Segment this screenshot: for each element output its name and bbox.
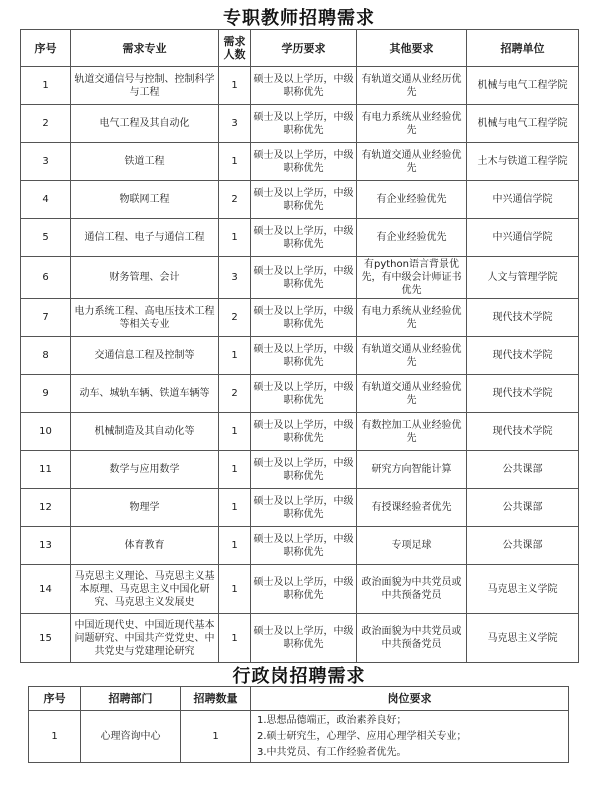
row-major: 轨道交通信号与控制、控制科学与工程 <box>71 67 219 105</box>
admin-section-title: 行政岗招聘需求 <box>232 666 366 687</box>
table-row <box>21 565 579 614</box>
row-education: 硕士及以上学历，中级职称优先 <box>251 489 357 527</box>
row-major: 体育教育 <box>71 527 219 565</box>
row-education: 硕士及以上学历，中级职称优先 <box>251 375 357 413</box>
row-education: 硕士及以上学历，中级职称优先 <box>251 143 357 181</box>
row-quantity: 1 <box>181 711 251 763</box>
row-count: 2 <box>219 181 251 219</box>
row-education: 硕士及以上学历，中级职称优先 <box>251 527 357 565</box>
header-education: 学历要求 <box>251 30 357 67</box>
header-index: 序号 <box>21 30 71 67</box>
requirement-line: 1.思想品德端正，政治素养良好； <box>257 714 407 726</box>
row-major: 数学与应用数学 <box>71 451 219 489</box>
row-index: 12 <box>21 489 71 527</box>
table-row <box>21 413 579 451</box>
table-row <box>21 105 579 143</box>
table-row <box>21 614 579 663</box>
header-count: 需求人数 <box>219 30 251 67</box>
row-unit: 土木与铁道工程学院 <box>467 143 579 181</box>
row-index: 9 <box>21 375 71 413</box>
row-count: 3 <box>219 257 251 299</box>
row-education: 硕士及以上学历，中级职称优先 <box>251 614 357 663</box>
teacher-recruitment-table <box>20 29 579 663</box>
header-unit: 招聘单位 <box>467 30 579 67</box>
row-department: 心理咨询中心 <box>81 711 181 763</box>
row-unit: 公共课部 <box>467 527 579 565</box>
row-education: 硕士及以上学历，中级职称优先 <box>251 413 357 451</box>
row-unit: 中兴通信学院 <box>467 219 579 257</box>
teacher-section-title: 专职教师招聘需求 <box>223 8 375 29</box>
row-major: 物联网工程 <box>71 181 219 219</box>
table-row <box>21 489 579 527</box>
row-education: 硕士及以上学历，中级职称优先 <box>251 451 357 489</box>
row-major: 机械制造及其自动化等 <box>71 413 219 451</box>
row-other-requirements: 有轨道交通从业经验优先 <box>357 337 467 375</box>
row-major: 电力系统工程、高电压技术工程等相关专业 <box>71 299 219 337</box>
table-row <box>21 67 579 105</box>
table-row <box>21 257 579 299</box>
row-index: 11 <box>21 451 71 489</box>
requirement-line: 2.硕士研究生，心理学、应用心理学相关专业； <box>257 730 467 742</box>
row-other-requirements: 有轨道交通从业经历优先 <box>357 67 467 105</box>
row-unit: 机械与电气工程学院 <box>467 105 579 143</box>
row-other-requirements: 有轨道交通从业经验优先 <box>357 143 467 181</box>
row-count: 1 <box>219 413 251 451</box>
row-index: 4 <box>21 181 71 219</box>
table-row <box>21 181 579 219</box>
header-major: 需求专业 <box>71 30 219 67</box>
row-count: 1 <box>219 489 251 527</box>
row-other-requirements: 研究方向智能计算 <box>357 451 467 489</box>
teacher-table-body <box>21 67 579 663</box>
row-count: 2 <box>219 375 251 413</box>
row-index: 15 <box>21 614 71 663</box>
row-education: 硕士及以上学历，中级职称优先 <box>251 299 357 337</box>
row-unit: 机械与电气工程学院 <box>467 67 579 105</box>
row-major: 马克思主义理论、马克思主义基本原理、马克思主义中国化研究、马克思主义发展史 <box>71 565 219 614</box>
admin-table-body <box>29 711 569 763</box>
row-count: 1 <box>219 67 251 105</box>
row-job-requirements <box>251 711 569 763</box>
row-other-requirements: 政治面貌为中共党员或中共预备党员 <box>357 565 467 614</box>
table-row <box>21 527 579 565</box>
header-quantity: 招聘数量 <box>181 687 251 711</box>
row-count: 1 <box>219 614 251 663</box>
table-row <box>21 219 579 257</box>
row-count: 1 <box>219 565 251 614</box>
row-other-requirements: 有授课经验者优先 <box>357 489 467 527</box>
row-index: 7 <box>21 299 71 337</box>
table-row <box>21 337 579 375</box>
row-count: 1 <box>219 219 251 257</box>
row-education: 硕士及以上学历，中级职称优先 <box>251 257 357 299</box>
row-major: 中国近现代史、中国近现代基本问题研究、中国共产党党史、中共党史与党建理论研究 <box>71 614 219 663</box>
row-unit: 中兴通信学院 <box>467 181 579 219</box>
row-education: 硕士及以上学历，中级职称优先 <box>251 105 357 143</box>
table-row <box>21 451 579 489</box>
header-other-requirements: 其他要求 <box>357 30 467 67</box>
row-other-requirements: 有电力系统从业经验优先 <box>357 105 467 143</box>
row-education: 硕士及以上学历，中级职称优先 <box>251 219 357 257</box>
table-row <box>21 143 579 181</box>
row-unit: 现代技术学院 <box>467 337 579 375</box>
row-unit: 公共课部 <box>467 489 579 527</box>
row-unit: 公共课部 <box>467 451 579 489</box>
row-count: 3 <box>219 105 251 143</box>
table-header-row <box>21 30 579 67</box>
row-major: 物理学 <box>71 489 219 527</box>
row-index: 1 <box>29 711 81 763</box>
row-index: 14 <box>21 565 71 614</box>
row-unit: 现代技术学院 <box>467 375 579 413</box>
row-index: 10 <box>21 413 71 451</box>
row-major: 交通信息工程及控制等 <box>71 337 219 375</box>
admin-recruitment-table <box>28 686 569 763</box>
header-job-requirements: 岗位要求 <box>251 687 569 711</box>
row-other-requirements: 有企业经验优先 <box>357 181 467 219</box>
row-other-requirements: 有电力系统从业经验优先 <box>357 299 467 337</box>
row-other-requirements: 有轨道交通从业经验优先 <box>357 375 467 413</box>
table-row <box>29 711 569 763</box>
row-count: 1 <box>219 337 251 375</box>
row-major: 通信工程、电子与通信工程 <box>71 219 219 257</box>
row-unit: 马克思主义学院 <box>467 565 579 614</box>
row-unit: 现代技术学院 <box>467 413 579 451</box>
row-major: 电气工程及其自动化 <box>71 105 219 143</box>
row-major: 动车、城轨车辆、铁道车辆等 <box>71 375 219 413</box>
row-count: 1 <box>219 451 251 489</box>
row-index: 8 <box>21 337 71 375</box>
header-department: 招聘部门 <box>81 687 181 711</box>
requirement-line: 3.中共党员、有工作经验者优先。 <box>257 746 407 758</box>
table-header-row <box>29 687 569 711</box>
header-index: 序号 <box>29 687 81 711</box>
row-unit: 马克思主义学院 <box>467 614 579 663</box>
row-education: 硕士及以上学历，中级职称优先 <box>251 67 357 105</box>
row-unit: 现代技术学院 <box>467 299 579 337</box>
row-other-requirements: 有python语言背景优先，有中级会计师证书优先 <box>357 257 467 299</box>
row-other-requirements: 政治面貌为中共党员或中共预备党员 <box>357 614 467 663</box>
row-unit: 人文与管理学院 <box>467 257 579 299</box>
table-row <box>21 299 579 337</box>
row-index: 13 <box>21 527 71 565</box>
row-index: 1 <box>21 67 71 105</box>
row-index: 5 <box>21 219 71 257</box>
row-other-requirements: 有企业经验优先 <box>357 219 467 257</box>
row-index: 2 <box>21 105 71 143</box>
row-count: 1 <box>219 143 251 181</box>
row-education: 硕士及以上学历，中级职称优先 <box>251 565 357 614</box>
row-count: 1 <box>219 527 251 565</box>
row-education: 硕士及以上学历，中级职称优先 <box>251 337 357 375</box>
row-count: 2 <box>219 299 251 337</box>
row-education: 硕士及以上学历，中级职称优先 <box>251 181 357 219</box>
row-index: 3 <box>21 143 71 181</box>
row-other-requirements: 有数控加工从业经验优先 <box>357 413 467 451</box>
row-major: 铁道工程 <box>71 143 219 181</box>
row-major: 财务管理、会计 <box>71 257 219 299</box>
row-index: 6 <box>21 257 71 299</box>
row-other-requirements: 专项足球 <box>357 527 467 565</box>
table-row <box>21 375 579 413</box>
